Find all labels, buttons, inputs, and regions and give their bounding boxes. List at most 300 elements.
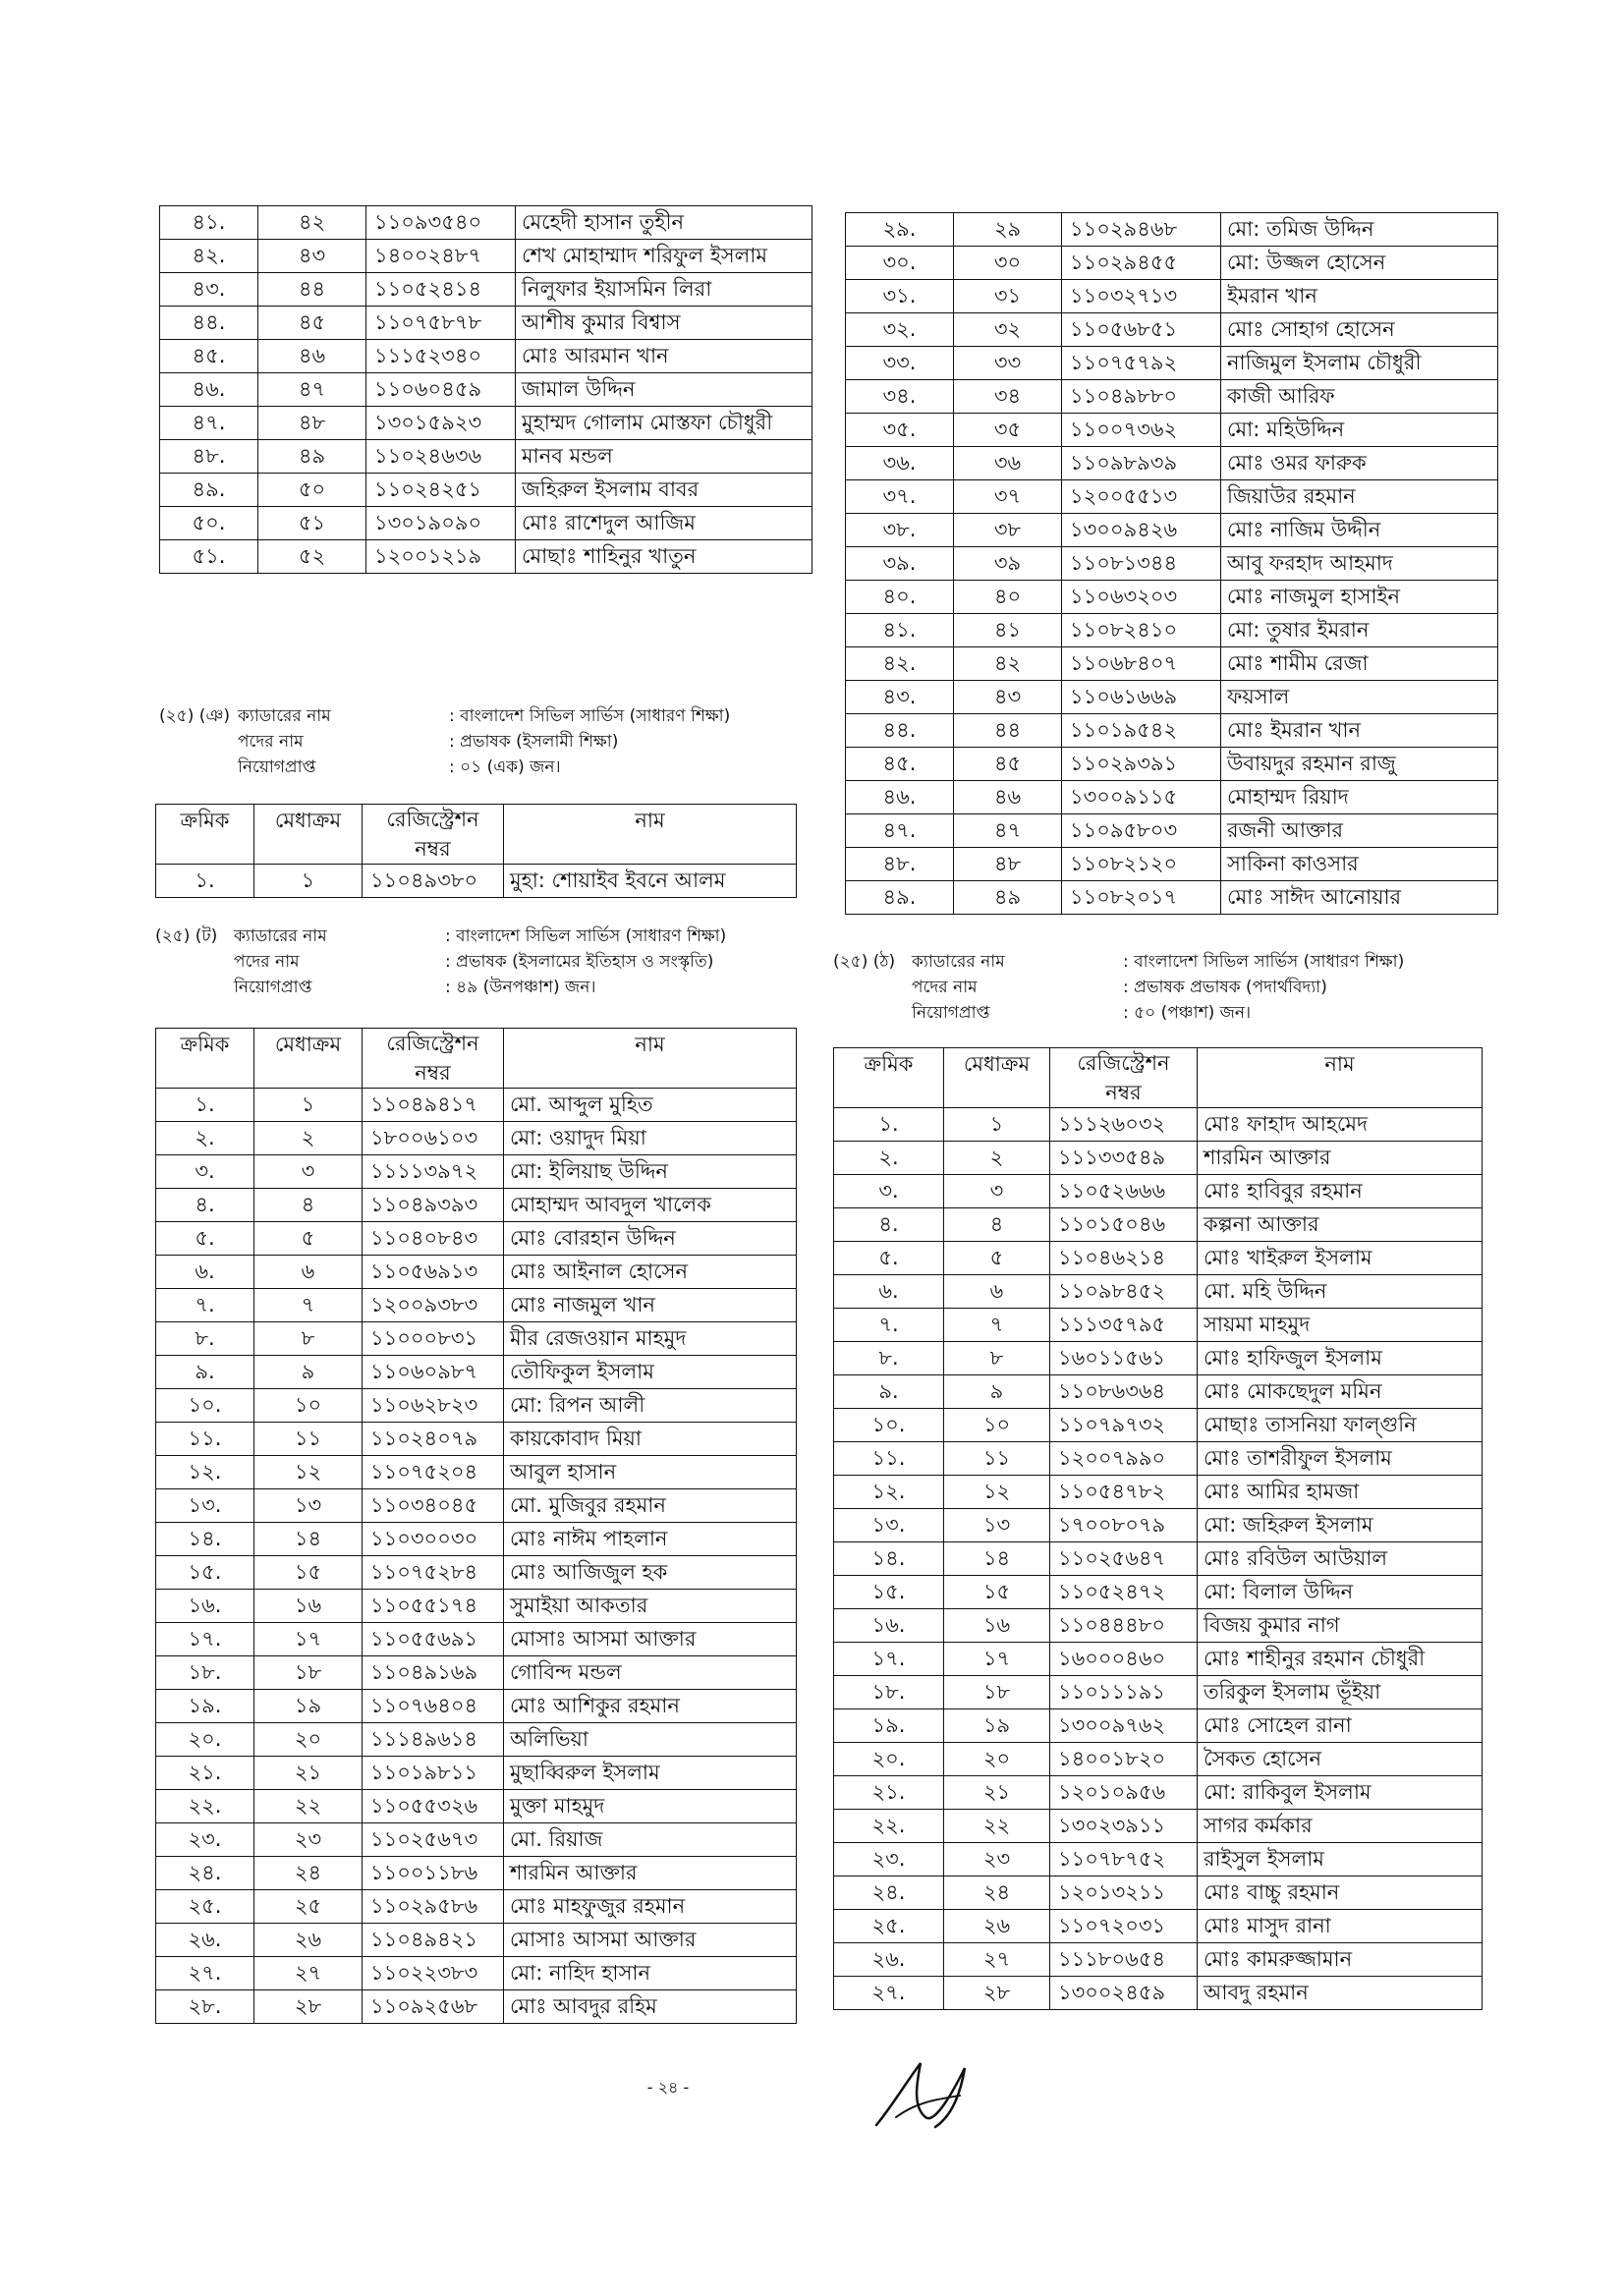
table-row [156,1456,797,1489]
registration-cell: ১১০৭৫২৮৪ [363,1556,504,1590]
name-cell: মোঃ ইমরান খান [1221,714,1498,748]
serial-cell: ৫. [834,1242,944,1275]
serial-cell: ১. [156,1089,254,1122]
table-row [846,347,1498,380]
registration-cell: ১১০৮৬৩৬৪ [1050,1375,1198,1409]
registration-cell: ১১০১১১৯১ [1050,1676,1198,1709]
name-cell: আশীষ কুমার বিশ্বাস [516,307,812,340]
name-cell: মুক্তা মাহমুদ [504,1790,797,1823]
merit-cell: ১৯ [944,1709,1050,1743]
serial-cell: ৪০. [846,581,954,614]
registration-cell: ১১০২৪৬৩৬ [366,440,516,474]
name-cell: মেহেদী হাসান তুহীন [516,206,812,240]
serial-cell: ২৬. [156,1924,254,1957]
table-row [160,373,812,407]
serial-cell: ১৯. [834,1709,944,1743]
registration-cell: ১৩০০২৪৫৯ [1050,1977,1198,2010]
serial-cell: ১০. [156,1389,254,1423]
serial-cell: ১৫. [834,1576,944,1609]
registration-cell: ১১০৪৯৩৮০ [363,865,504,898]
serial-cell: ২০. [834,1743,944,1776]
merit-table-continued-right [845,212,1498,915]
registration-cell: ১১০৪৪৪৮০ [1050,1609,1198,1643]
serial-cell: ১৮. [156,1656,254,1690]
serial-cell: ৩. [156,1155,254,1189]
name-cell: মোঃ আরমান খান [516,340,812,373]
merit-cell: ৮ [254,1322,363,1356]
name-cell: জিয়াউর রহমান [1221,480,1498,514]
serial-cell: ৬. [834,1275,944,1309]
merit-cell: ২৮ [944,1977,1050,2010]
name-cell: মো: নাহিদ হাসান [504,1957,797,1990]
merit-cell: ৩৮ [954,514,1062,547]
merit-cell: ২৪ [254,1857,363,1890]
table-row [156,1356,797,1389]
serial-cell: ৯. [834,1375,944,1409]
serial-cell: ১৬. [156,1590,254,1623]
serial-cell: ১১. [834,1442,944,1476]
registration-cell: ১১০৮১৩৪৪ [1062,547,1221,581]
name-cell: মোঃ সোহাগ হোসেন [1221,313,1498,347]
registration-cell: ১১০২৪২৫১ [366,474,516,507]
merit-cell: ২৬ [944,1910,1050,1943]
serial-cell: ১৩. [834,1509,944,1542]
name-cell: আবদু রহমান [1198,1977,1483,2010]
table-row [160,440,812,474]
table-row [834,1776,1483,1810]
registration-cell: ১১০০১১৮৬ [363,1857,504,1890]
name-cell: মোঃ মাসুদ রানা [1198,1910,1483,1943]
table-row [834,1342,1483,1375]
table-row [846,313,1498,347]
registration-cell: ১১০৬২৮২৩ [363,1389,504,1423]
serial-cell: ২৭. [156,1957,254,1990]
serial-cell: ২০. [156,1723,254,1757]
serial-cell: ১৭. [156,1623,254,1656]
serial-cell: ৪৬. [160,373,258,407]
table-header-row [156,805,797,865]
merit-cell: ১১ [944,1442,1050,1476]
table-row [834,1375,1483,1409]
serial-cell: ১৫. [156,1556,254,1590]
name-cell: মো: উজ্জল হোসেন [1221,247,1498,280]
page-number: - ২৪ - [646,2078,690,2097]
name-cell: নাজিমুল ইসলাম চৌধুরী [1221,347,1498,380]
registration-cell: ১১০৪৯১৬৯ [363,1656,504,1690]
merit-cell: ৫ [944,1242,1050,1275]
serial-cell: ২৮. [156,1990,254,2024]
serial-cell: ৪২. [160,240,258,273]
serial-cell: ৩৮. [846,514,954,547]
serial-cell: ১৪. [156,1523,254,1556]
registration-cell: ১১০১৯৮১১ [363,1757,504,1790]
registration-cell: ১১১৩৩৫৪৯ [1050,1142,1198,1175]
table-row [160,273,812,307]
section-ta-info [155,924,726,1000]
serial-cell: ২৯. [846,213,954,247]
table-row [846,848,1498,881]
name-cell: কল্পনা আক্তার [1198,1208,1483,1242]
registration-cell: ১১০১৯৫৪২ [1062,714,1221,748]
table-row [160,240,812,273]
column-header: রেজিস্ট্রেশন নম্বর [363,805,504,865]
registration-cell: ১১০২৯৪৬৮ [1062,213,1221,247]
registration-cell: ১১০৫৫৩২৬ [363,1790,504,1823]
serial-cell: ৪৪. [846,714,954,748]
merit-cell: ৪৪ [954,714,1062,748]
merit-cell: ৪৪ [258,273,366,307]
table-row [156,1623,797,1656]
merit-cell: ১৭ [944,1643,1050,1676]
name-cell: সুমাইয়া আকতার [504,1590,797,1623]
merit-cell: ২৩ [254,1823,363,1857]
table-row [834,1509,1483,1542]
table-header-row [834,1048,1483,1108]
table-row [156,1155,797,1189]
name-cell: মো. মহি উদ্দিন [1198,1275,1483,1309]
serial-cell: ৪৮. [846,848,954,881]
name-cell: মোছাঃ শাহিনুর খাতুন [516,540,812,574]
name-cell: ফয়সাল [1221,681,1498,714]
table-row [834,1175,1483,1208]
table-row [834,1609,1483,1643]
registration-cell: ১১০৫৪৭৮২ [1050,1476,1198,1509]
table-row [156,1222,797,1256]
name-cell: জামাল উদ্দিন [516,373,812,407]
post-label: পদের নাম [238,732,304,752]
appointed-label: নিয়োগপ্রাপ্ত [234,978,312,997]
merit-cell: ১৬ [944,1609,1050,1643]
appointed-value: : ০১ (এক) জন। [449,757,561,777]
name-cell: মোঃ শামীম রেজা [1221,647,1498,681]
serial-cell: ৪৭. [160,407,258,440]
name-cell: মোঃ আজিজুল হক [504,1556,797,1590]
merit-cell: ১২ [944,1476,1050,1509]
registration-cell: ১১০৩০০৩০ [363,1523,504,1556]
column-header: নাম [504,1029,797,1089]
merit-cell: ৪৩ [258,240,366,273]
registration-cell: ১১০৭৫৮৭৮ [366,307,516,340]
name-cell: শেখ মোহাম্মাদ শরিফুল ইসলাম [516,240,812,273]
name-cell: মোঃ হাবিবুর রহমান [1198,1175,1483,1208]
table-row [834,1843,1483,1876]
merit-cell: ১১ [254,1423,363,1456]
appointed-value: : ৪৯ (উনপঞ্চাশ) জন। [445,978,596,997]
table-row [156,1289,797,1322]
post-value: : প্রভাষক (ইসলামী শিক্ষা) [449,732,619,752]
merit-cell: ১ [944,1108,1050,1142]
table-row [160,340,812,373]
merit-cell: ৫ [254,1222,363,1256]
merit-cell: ৪৬ [258,340,366,373]
merit-cell: ৩৫ [954,414,1062,447]
merit-cell: ৩৭ [954,480,1062,514]
serial-cell: ৪. [156,1189,254,1222]
name-cell: মোঃ সোহেল রানা [1198,1709,1483,1743]
name-cell: রাইসুল ইসলাম [1198,1843,1483,1876]
merit-cell: ৭ [254,1289,363,1322]
registration-cell: ১১১৮০৬৫৪ [1050,1943,1198,1977]
table-row [156,1690,797,1723]
name-cell: কায়কোবাদ মিয়া [504,1423,797,1456]
merit-cell: ৩ [944,1175,1050,1208]
merit-cell: ১ [254,865,363,898]
merit-cell: ৪ [254,1189,363,1222]
name-cell: মোঃ মোকছেদুল মমিন [1198,1375,1483,1409]
column-header: নাম [504,805,797,865]
serial-cell: ৪৪. [160,307,258,340]
table-row [834,1709,1483,1743]
serial-cell: ১৬. [834,1609,944,1643]
serial-cell: ৪২. [846,647,954,681]
name-cell: মোঃ কামরুজ্জামান [1198,1943,1483,1977]
registration-cell: ১১০৫২৪৭২ [1050,1576,1198,1609]
table-row [160,540,812,574]
table-row [156,1823,797,1857]
table-row [156,1389,797,1423]
table-row [846,614,1498,647]
merit-cell: ১৪ [944,1542,1050,1576]
name-cell: আবুল হাসান [504,1456,797,1489]
table-row [834,1542,1483,1576]
table-row [834,1409,1483,1442]
registration-cell: ১৩০২৩৯১১ [1050,1810,1198,1843]
table-row [160,407,812,440]
table-row [834,1643,1483,1676]
serial-cell: ৬. [156,1256,254,1289]
registration-cell: ১৭০০৮০৭৯ [1050,1509,1198,1542]
table-row [846,647,1498,681]
table-row [156,1489,797,1523]
merit-table-ja [155,804,797,898]
table-row [160,307,812,340]
merit-cell: ৩২ [954,313,1062,347]
serial-cell: ৪১. [160,206,258,240]
serial-cell: ৩৭. [846,480,954,514]
table-row [156,1122,797,1155]
registration-cell: ১১০৫৫৬৯১ [363,1623,504,1656]
serial-cell: ১০. [834,1409,944,1442]
table-row [156,1256,797,1289]
serial-cell: ১. [156,865,254,898]
registration-cell: ১১০৪০৮৪৩ [363,1222,504,1256]
merit-cell: ৫০ [258,474,366,507]
serial-cell: ৪৫. [160,340,258,373]
merit-cell: ৪২ [258,206,366,240]
name-cell: মোঃ বাচ্চু রহমান [1198,1876,1483,1910]
serial-cell: ৩২. [846,313,954,347]
name-cell: মোঃ খাইরুল ইসলাম [1198,1242,1483,1275]
name-cell: রজনী আক্তার [1221,814,1498,848]
table-row [156,1990,797,2024]
merit-cell: ১৮ [254,1656,363,1690]
name-cell: মোঃ সাঈদ আনোয়ার [1221,881,1498,915]
registration-cell: ১১০৫৬৮৫১ [1062,313,1221,347]
merit-cell: ২৩ [944,1843,1050,1876]
registration-cell: ১১০৪৯৪২১ [363,1924,504,1957]
serial-cell: ২১. [156,1757,254,1790]
cadre-label: ক্যাডারের নাম [912,952,1005,972]
registration-cell: ১১০৭৬৪০৪ [363,1690,504,1723]
registration-cell: ১১০৬০৯৮৭ [363,1356,504,1389]
serial-cell: ৪৩. [160,273,258,307]
table-row [846,447,1498,480]
merit-cell: ৩১ [954,280,1062,313]
registration-cell: ১১১৪৯৬১৪ [363,1723,504,1757]
merit-cell: ৯ [254,1356,363,1389]
post-value: : প্রভাষক প্রভাষক (পদার্থবিদ্যা) [1123,978,1327,997]
table-row [846,781,1498,814]
merit-cell: ৪৭ [954,814,1062,848]
serial-cell: ১২. [834,1476,944,1509]
serial-cell: ৩১. [846,280,954,313]
merit-table-ta [155,1028,797,2024]
name-cell: মো. মুজিবুর রহমান [504,1489,797,1523]
serial-cell: ৪. [834,1208,944,1242]
registration-cell: ১১০৩৪০৪৫ [363,1489,504,1523]
merit-cell: ১৩ [254,1489,363,1523]
name-cell: মোঃ নাঈম পাহলান [504,1523,797,1556]
column-header: রেজিস্ট্রেশন নম্বর [1050,1048,1198,1108]
registration-cell: ১১০৮২১২০ [1062,848,1221,881]
merit-cell: ২ [944,1142,1050,1175]
merit-cell: ২০ [944,1743,1050,1776]
name-cell: মোঃ তাশরীফুল ইসলাম [1198,1442,1483,1476]
registration-cell: ১১০২৫৬৭৩ [363,1823,504,1857]
merit-cell: ৪০ [954,581,1062,614]
serial-cell: ৪৮. [160,440,258,474]
name-cell: অলিভিয়া [504,1723,797,1757]
merit-cell: ৮ [944,1342,1050,1375]
name-cell: মো: তমিজ উদ্দিন [1221,213,1498,247]
column-header: মেধাক্রম [254,1029,363,1089]
registration-cell: ১১০৪৯৪১৭ [363,1089,504,1122]
registration-cell: ১৩০০৯৭৬২ [1050,1709,1198,1743]
name-cell: সাগর কর্মকার [1198,1810,1483,1843]
table-row [834,1275,1483,1309]
table-row [846,581,1498,614]
registration-cell: ১৬০০০৪৬০ [1050,1643,1198,1676]
table-row [834,1810,1483,1843]
section-number: (২৫) (ঞ) [159,706,230,726]
table-row [160,206,812,240]
registration-cell: ১১০৫৫১৭৪ [363,1590,504,1623]
merit-cell: ২১ [254,1757,363,1790]
registration-cell: ১২০১০৯৫৬ [1050,1776,1198,1810]
registration-cell: ১১০৫২৪১৪ [366,273,516,307]
cadre-value: : বাংলাদেশ সিভিল সার্ভিস (সাধারণ শিক্ষা) [445,926,727,946]
merit-cell: ৩৬ [954,447,1062,480]
merit-cell: ১৩ [944,1509,1050,1542]
registration-cell: ১৩০০৯৪২৬ [1062,514,1221,547]
registration-cell: ১৪০০২৪৮৭ [366,240,516,273]
name-cell: মোহাম্মদ রিয়াদ [1221,781,1498,814]
name-cell: বিজয় কুমার নাগ [1198,1609,1483,1643]
table-row [156,1924,797,1957]
merit-cell: ২০ [254,1723,363,1757]
name-cell: মোঃ নাজমুল খান [504,1289,797,1322]
column-header: ক্রমিক [834,1048,944,1108]
name-cell: মোঃ আবদুর রহিম [504,1990,797,2024]
table-row [156,1790,797,1823]
name-cell: মোঃ আমির হামজা [1198,1476,1483,1509]
merit-cell: ১৬ [254,1590,363,1623]
merit-cell: ২২ [944,1810,1050,1843]
name-cell: গোবিন্দ মন্ডল [504,1656,797,1690]
serial-cell: ২৪. [156,1857,254,1890]
section-ja-info [159,703,730,780]
merit-cell: ২২ [254,1790,363,1823]
table-row [156,1089,797,1122]
registration-cell: ১২০০৫৫১৩ [1062,480,1221,514]
cadre-value: : বাংলাদেশ সিভিল সার্ভিস (সাধারণ শিক্ষা) [1123,952,1405,972]
serial-cell: ৩০. [846,247,954,280]
serial-cell: ৯. [156,1356,254,1389]
registration-cell: ১১০০৭৩৬২ [1062,414,1221,447]
merit-cell: ৯ [944,1375,1050,1409]
serial-cell: ৪৯. [846,881,954,915]
registration-cell: ১২০১৩২১১ [1050,1876,1198,1910]
registration-cell: ১১০৯২৫৬৮ [363,1990,504,2024]
signature [867,2048,984,2137]
table-row [834,1910,1483,1943]
registration-cell: ১১১৫২৩৪০ [366,340,516,373]
section-number: (২৫) (ট) [155,926,218,946]
name-cell: মোঃ ওমর ফারুক [1221,447,1498,480]
merit-cell: ২৫ [254,1890,363,1924]
table-row [834,1576,1483,1609]
registration-cell: ১১০৯৩৫৪০ [366,206,516,240]
table-row [156,1757,797,1790]
table-row [834,1309,1483,1342]
serial-cell: ৩৪. [846,380,954,414]
merit-cell: ২ [254,1122,363,1155]
registration-cell: ১২০০৭৯৯০ [1050,1442,1198,1476]
table-row [156,1423,797,1456]
merit-cell: ২৪ [944,1876,1050,1910]
merit-table-continued-left [159,205,812,574]
serial-cell: ৫০. [160,507,258,540]
registration-cell: ১১০২৫৬৪৭ [1050,1542,1198,1576]
name-cell: মো: তুষার ইমরান [1221,614,1498,647]
serial-cell: ৩. [834,1175,944,1208]
table-row [846,514,1498,547]
name-cell: মীর রেজওয়ান মাহমুদ [504,1322,797,1356]
table-row [156,1957,797,1990]
serial-cell: ২৫. [156,1890,254,1924]
registration-cell: ১১০৩২৭১৩ [1062,280,1221,313]
table-row [846,480,1498,514]
table-row [834,1476,1483,1509]
name-cell: মোছাঃ তাসনিয়া ফাল্গুনি [1198,1409,1483,1442]
serial-cell: ১৮. [834,1676,944,1709]
table-row [834,1943,1483,1977]
serial-cell: ৪৭. [846,814,954,848]
merit-cell: ১৪ [254,1523,363,1556]
registration-cell: ১১০১৫০৪৬ [1050,1208,1198,1242]
table-row [156,1556,797,1590]
merit-cell: ৫২ [258,540,366,574]
name-cell: সায়মা মাহমুদ [1198,1309,1483,1342]
registration-cell: ১১০৯৮৯৩৯ [1062,447,1221,480]
merit-cell: ২৭ [944,1943,1050,1977]
serial-cell: ১৩. [156,1489,254,1523]
name-cell: মো: ইলিয়াছ উদ্দিন [504,1155,797,1189]
serial-cell: ২১. [834,1776,944,1810]
table-row [834,1208,1483,1242]
registration-cell: ১১০৬১৬৬৯ [1062,681,1221,714]
registration-cell: ১১১৩৫৭৯৫ [1050,1309,1198,1342]
